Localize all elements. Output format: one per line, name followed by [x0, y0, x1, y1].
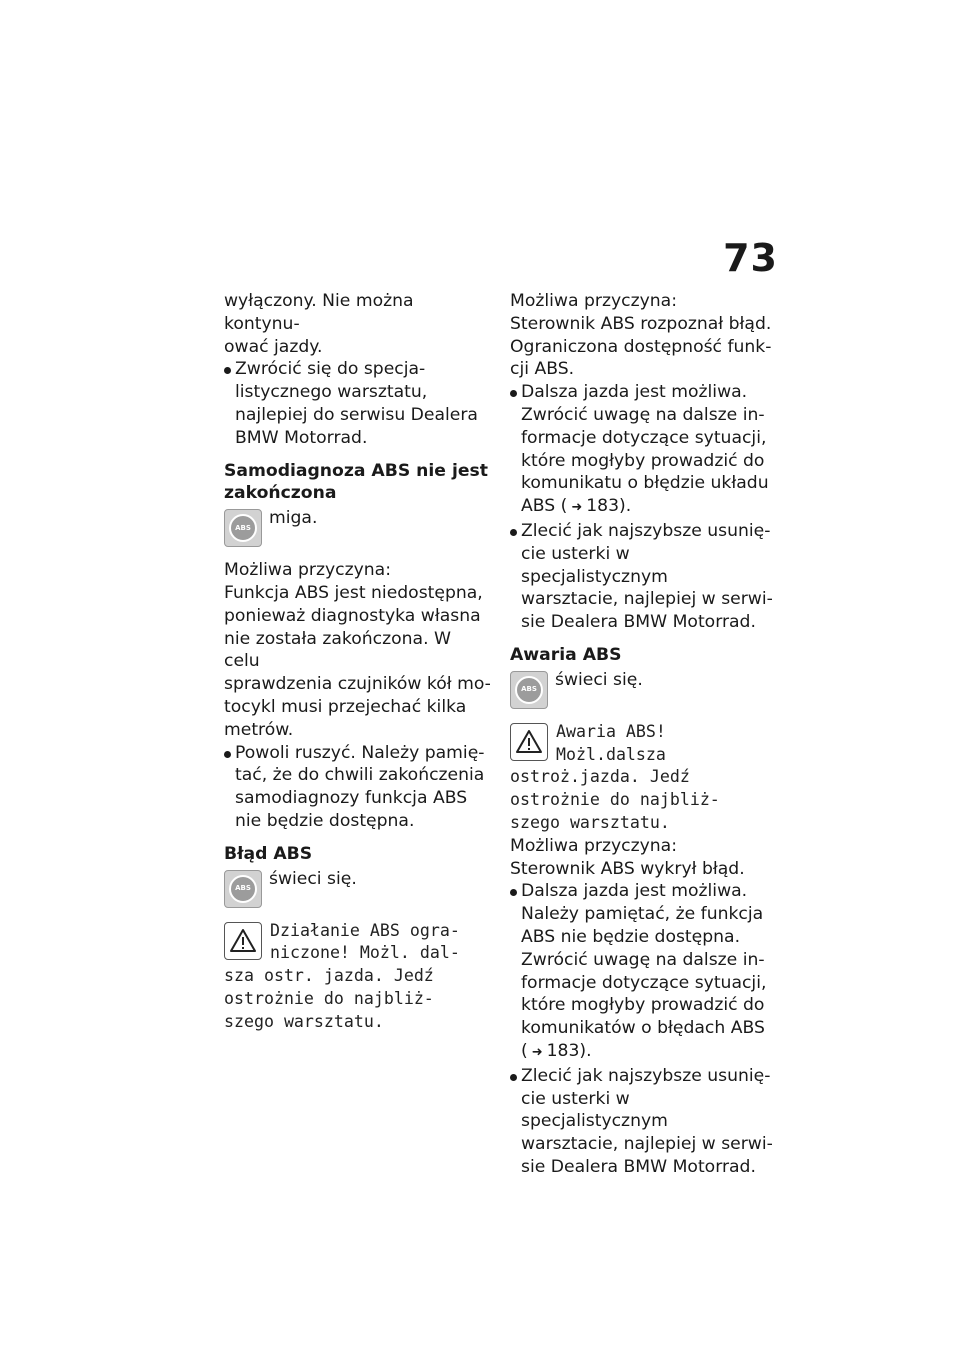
bullet-line: Zwrócić uwagę na dalsze in- [521, 404, 765, 425]
bullet-line: najlepiej do serwisu Dealera [235, 404, 478, 425]
ref-prefix: ( [521, 1040, 528, 1061]
heading-line: Samodiagnoza ABS nie jest [224, 460, 488, 481]
bullet-line: sie Dealera BMW Motorrad. [521, 1156, 756, 1177]
abs-warning-lamp-icon [224, 509, 262, 547]
cause-line: Sterownik ABS rozpoznał błąd. [510, 313, 772, 334]
bullet-line: Powoli ruszyć. Należy pamię- [235, 742, 485, 763]
intro-line: wyłączony. Nie można kontynu- [224, 291, 414, 334]
cause-line: cji ABS. [510, 359, 575, 380]
indicator-status: miga. [269, 508, 318, 529]
bullet-list [224, 358, 492, 449]
bullet-line: komunikatów o błędach ABS [521, 1018, 765, 1039]
bullet-line: Należy pamiętać, że funkcja [521, 904, 764, 925]
page-reference-arrow-icon: ➜ [531, 1044, 543, 1060]
cause-line: Możliwa przyczyna: [224, 560, 391, 581]
abs-icon-label: ABS [229, 514, 257, 542]
indicator-status: świeci się. [269, 868, 357, 889]
bullet-line: komunikatu o błędzie układu [521, 473, 769, 494]
page-reference-arrow-icon: ➜ [571, 500, 583, 516]
section-heading [224, 460, 492, 506]
indicator-row [510, 669, 778, 711]
bullet-line: Zlecić jak najszybsze usunię- [521, 520, 771, 541]
page-number: 73 [723, 236, 778, 280]
message-line: sza ostr. jazda. Jedź [224, 966, 434, 986]
bullet-line: cie usterki w specjalistycznym [521, 543, 668, 587]
display-message [510, 721, 778, 835]
message-line: ostrożnie do najbliż- [510, 790, 720, 810]
abs-warning-lamp-icon [224, 870, 262, 908]
bullet-line: warsztacie, najlepiej w serwi- [521, 589, 773, 610]
message-line: szego warsztatu. [224, 1011, 384, 1031]
bullet-line: Dalsza jazda jest możliwa. [521, 881, 748, 902]
cross-reference[interactable] [521, 495, 778, 520]
cause-line: sprawdzenia czujników kół mo- [224, 674, 491, 695]
message-line: Awaria ABS! [556, 721, 666, 741]
message-line: ostrożnie do najbliż- [224, 988, 434, 1008]
cause-line: Sterownik ABS wykrył błąd. [510, 858, 745, 879]
message-line: Możl.dalsza [556, 744, 666, 764]
bullet-list [510, 381, 778, 634]
cause-line: metrów. [224, 719, 294, 740]
bullet-line: Zwrócić uwagę na dalsze in- [521, 949, 765, 970]
right-column [510, 290, 778, 1179]
abs-warning-lamp-icon [510, 671, 548, 709]
indicator-status: świeci się. [555, 669, 643, 690]
message-line: ostroż.jazda. Jedź [510, 767, 690, 787]
bullet-line: ABS nie będzie dostępna. [521, 926, 741, 947]
bullet-line: Zwrócić się do specja- [235, 359, 426, 380]
bullet-line: Dalsza jazda jest możliwa. [521, 382, 748, 403]
ref-page: 183). [586, 496, 632, 517]
bullet-line: tać, że do chwili zakończenia [235, 765, 485, 786]
bullet-line: nie będzie dostępna. [235, 810, 415, 831]
warning-triangle-icon [510, 723, 548, 761]
bullet-item [510, 381, 778, 520]
bullet-line: które mogłyby prowadzić do [521, 450, 765, 471]
bullet-line: warsztacie, najlepiej w serwi- [521, 1134, 773, 1155]
cause-line: Możliwa przyczyna: [510, 835, 677, 856]
bullet-line: BMW Motorrad. [235, 427, 368, 448]
bullet-line: sie Dealera BMW Motorrad. [521, 612, 756, 633]
abs-icon-label: ABS [229, 875, 257, 903]
heading-line: zakończona [224, 483, 337, 504]
warning-triangle-icon [224, 922, 262, 960]
bullet-line: formacje dotyczące sytuacji, [521, 427, 767, 448]
bullet-list [510, 880, 778, 1178]
message-line: niczone! Możl. dal- [270, 943, 460, 963]
cause-line: Funkcja ABS jest niedostępna, [224, 582, 483, 603]
cause-line: Ograniczona dostępność funk- [510, 336, 772, 357]
section-heading: Awaria ABS [510, 644, 622, 665]
left-column [224, 290, 492, 1034]
bullet-item [510, 1065, 778, 1179]
cause-line: tocykl musi przejechać kilka [224, 696, 467, 717]
message-line: Działanie ABS ogra- [270, 920, 460, 940]
bullet-item [510, 880, 778, 1064]
message-line: szego warsztatu. [510, 812, 670, 832]
display-message [224, 920, 492, 1034]
cause-line: Możliwa przyczyna: [510, 291, 677, 311]
indicator-row [224, 507, 492, 549]
intro-line: ować jazdy. [224, 336, 323, 357]
indicator-row [224, 868, 492, 910]
bullet-item [224, 358, 492, 449]
section-heading: Błąd ABS [224, 843, 313, 864]
bullet-line: Zlecić jak najszybsze usunię- [521, 1065, 771, 1086]
bullet-line: cie usterki w specjalistycznym [521, 1088, 668, 1132]
cause-line: ponieważ diagnostyka własna [224, 605, 481, 626]
bullet-list [224, 742, 492, 833]
abs-icon-label: ABS [515, 676, 543, 704]
bullet-line: formacje dotyczące sytuacji, [521, 972, 767, 993]
ref-page: 183). [546, 1040, 592, 1061]
cross-reference[interactable] [521, 1040, 778, 1065]
bullet-item [510, 520, 778, 634]
bullet-line: które mogłyby prowadzić do [521, 995, 765, 1016]
ref-prefix: ABS ( [521, 496, 568, 517]
bullet-line: samodiagnozy funkcja ABS [235, 788, 468, 809]
bullet-line: listycznego warsztatu, [235, 382, 428, 403]
cause-line: nie została zakończona. W celu [224, 628, 451, 672]
bullet-item [224, 742, 492, 833]
